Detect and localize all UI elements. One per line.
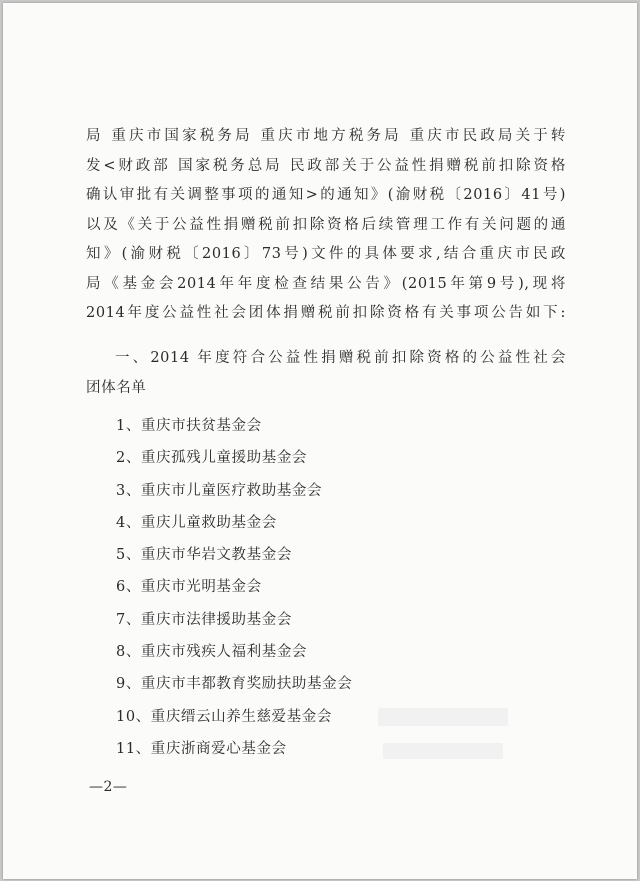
intro-line: 发<财政部 国家税务总局 民政部关于公益性捐赠税前扣除资格 bbox=[86, 157, 566, 174]
document-page bbox=[3, 3, 637, 879]
section-heading-line: 一、2014 年度符合公益性捐赠税前扣除资格的公益性社会 bbox=[115, 350, 566, 366]
list-item: 5、重庆市华岩文教基金会 bbox=[116, 547, 292, 564]
list-item: 9、重庆市丰都教育奖励扶助基金会 bbox=[116, 676, 353, 693]
intro-paragraph bbox=[86, 122, 566, 329]
list-item: 7、重庆市法律援助基金会 bbox=[116, 611, 292, 628]
intro-line: 知》(渝财税〔2016〕73号)文件的具体要求,结合重庆市民政 bbox=[86, 246, 566, 262]
intro-line: 局 重庆市国家税务局 重庆市地方税务局 重庆市民政局关于转 bbox=[86, 128, 566, 144]
intro-line: 2014年度公益性社会团体捐赠税前扣除资格有关事项公告如下: bbox=[86, 305, 566, 321]
list-item: 6、重庆市光明基金会 bbox=[116, 579, 262, 596]
scan-smudge bbox=[383, 743, 503, 759]
intro-line: 以及《关于公益性捐赠税前扣除资格后续管理工作有关问题的通 bbox=[86, 216, 566, 233]
list-item: 2、重庆孤残儿童援助基金会 bbox=[116, 450, 308, 467]
organization-list bbox=[116, 410, 352, 765]
page-number: —2— bbox=[89, 779, 128, 795]
list-item: 1、重庆市扶贫基金会 bbox=[116, 418, 262, 434]
intro-line: 局《基金会2014年年度检查结果公告》(2015年第9号),现将 bbox=[86, 275, 566, 292]
list-item: 10、重庆缙云山养生慈爱基金会 bbox=[116, 708, 332, 725]
scan-smudge bbox=[378, 708, 508, 726]
section-heading-line: 团体名单 bbox=[86, 379, 147, 396]
intro-line: 确认审批有关调整事项的通知>的通知》(渝财税〔2016〕41号) bbox=[86, 187, 566, 203]
list-item: 11、重庆浙商爱心基金会 bbox=[116, 740, 287, 757]
list-item: 8、重庆市残疾人福利基金会 bbox=[116, 644, 308, 661]
section-heading bbox=[86, 344, 566, 403]
list-item: 4、重庆儿童救助基金会 bbox=[116, 514, 277, 531]
list-item: 3、重庆市儿童医疗救助基金会 bbox=[116, 482, 323, 499]
